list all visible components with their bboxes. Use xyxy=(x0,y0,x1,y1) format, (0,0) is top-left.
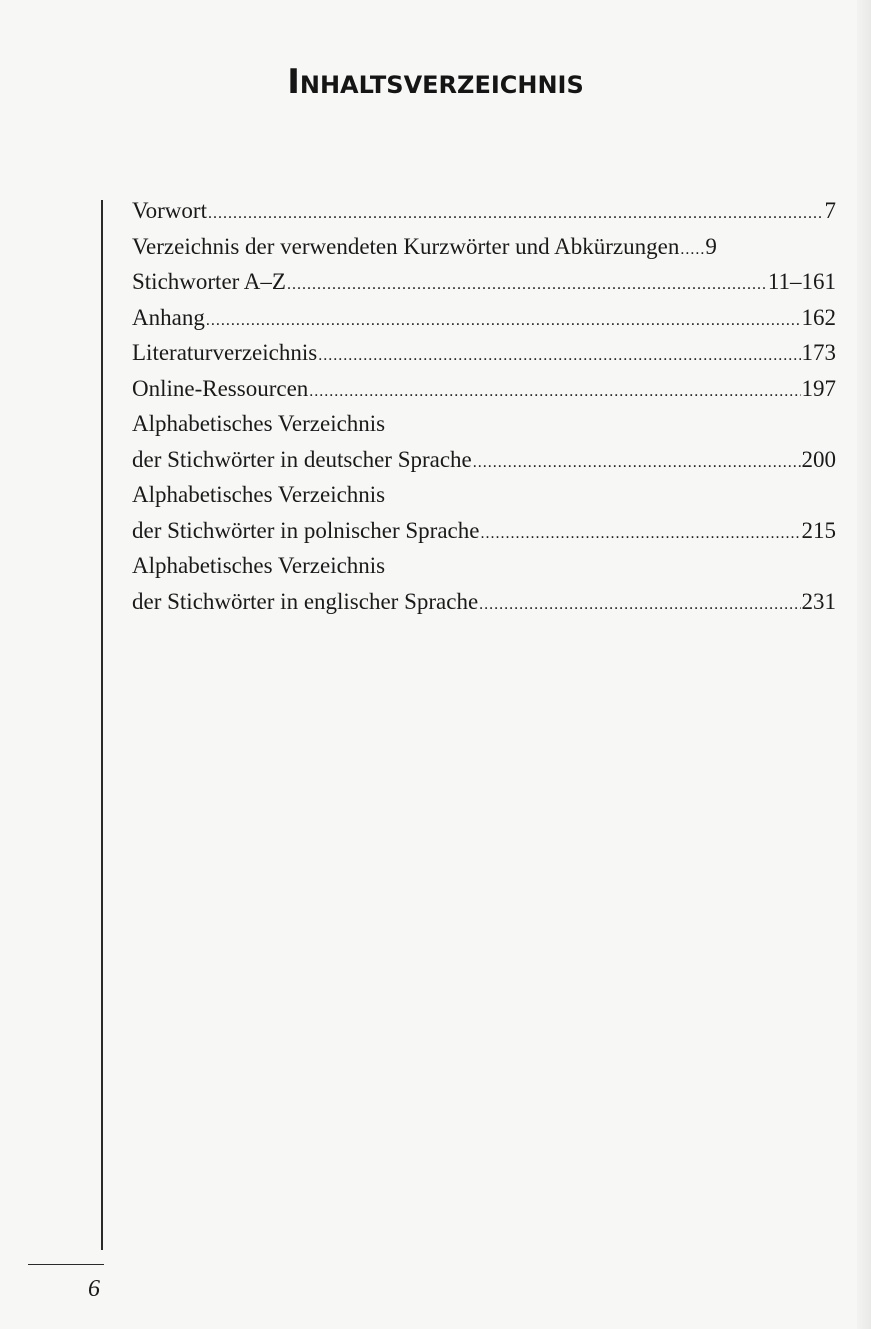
toc-entry-label: Online-Ressourcen xyxy=(132,375,309,401)
toc-entry-label: der Stichwörter in deutscher Sprache xyxy=(132,446,472,472)
toc-entry-literatur xyxy=(132,335,836,371)
toc-entry-page: 231 xyxy=(801,588,836,614)
toc-leader-dots xyxy=(318,338,800,374)
page-title: Inhaltsverzeichnis xyxy=(287,62,584,102)
toc-entry-heading: Alphabetisches Verzeichnis xyxy=(132,411,386,436)
toc-entry-label: der Stichwörter in englischer Sprache xyxy=(132,588,479,614)
toc-entry-label: Verzeichnis der verwendeten Kurzwörter und Abkürzungen xyxy=(132,233,680,259)
toc-entry-label: der Stichwörter in polnischer Sprache xyxy=(132,517,480,543)
toc-entry-heading: Alphabetisches Verzeichnis xyxy=(132,553,386,578)
table-of-contents xyxy=(132,193,836,619)
page-number: 6 xyxy=(88,1276,100,1302)
vertical-rule xyxy=(101,200,103,1250)
toc-leader-dots xyxy=(479,587,800,623)
toc-entry-heading-line xyxy=(132,548,836,584)
toc-entry-page: 11–161 xyxy=(767,269,836,294)
toc-entry-page: 200 xyxy=(801,446,836,472)
toc-leader-dots xyxy=(473,445,801,481)
toc-entry-heading-line xyxy=(132,477,836,513)
toc-leader-dots xyxy=(680,232,704,268)
toc-leader-dots xyxy=(480,516,800,552)
toc-entry-vorwort xyxy=(132,193,836,229)
toc-entry-anhang xyxy=(132,300,836,336)
toc-entry-heading-line xyxy=(132,406,836,442)
toc-entry-englisch xyxy=(132,584,836,620)
page-edge-shadow xyxy=(857,0,871,1329)
toc-leader-dots xyxy=(287,267,767,303)
toc-entry-heading: Alphabetisches Verzeichnis xyxy=(132,482,386,507)
toc-entry-page: 197 xyxy=(801,375,836,401)
toc-entry-label: Vorwort xyxy=(132,198,207,223)
toc-leader-dots xyxy=(309,374,800,410)
toc-entry-polnisch xyxy=(132,513,836,549)
toc-entry-label: Stichworter A–Z xyxy=(132,269,286,294)
toc-entry-abkuerzungen xyxy=(132,229,836,265)
toc-entry-page: 215 xyxy=(801,517,836,543)
toc-leader-dots xyxy=(208,196,824,232)
toc-entry-deutsch xyxy=(132,442,836,478)
footer-rule xyxy=(28,1264,104,1265)
toc-entry-label: Literaturverzeichnis xyxy=(132,340,318,365)
toc-entry-page: 7 xyxy=(824,198,836,223)
toc-entry-online xyxy=(132,371,836,407)
toc-entry-page: 9 xyxy=(705,233,717,259)
toc-entry-page: 162 xyxy=(801,304,836,330)
toc-entry-stichworter xyxy=(132,264,836,300)
toc-entry-page: 173 xyxy=(801,340,836,365)
toc-leader-dots xyxy=(206,303,801,339)
toc-entry-label: Anhang xyxy=(132,304,205,330)
